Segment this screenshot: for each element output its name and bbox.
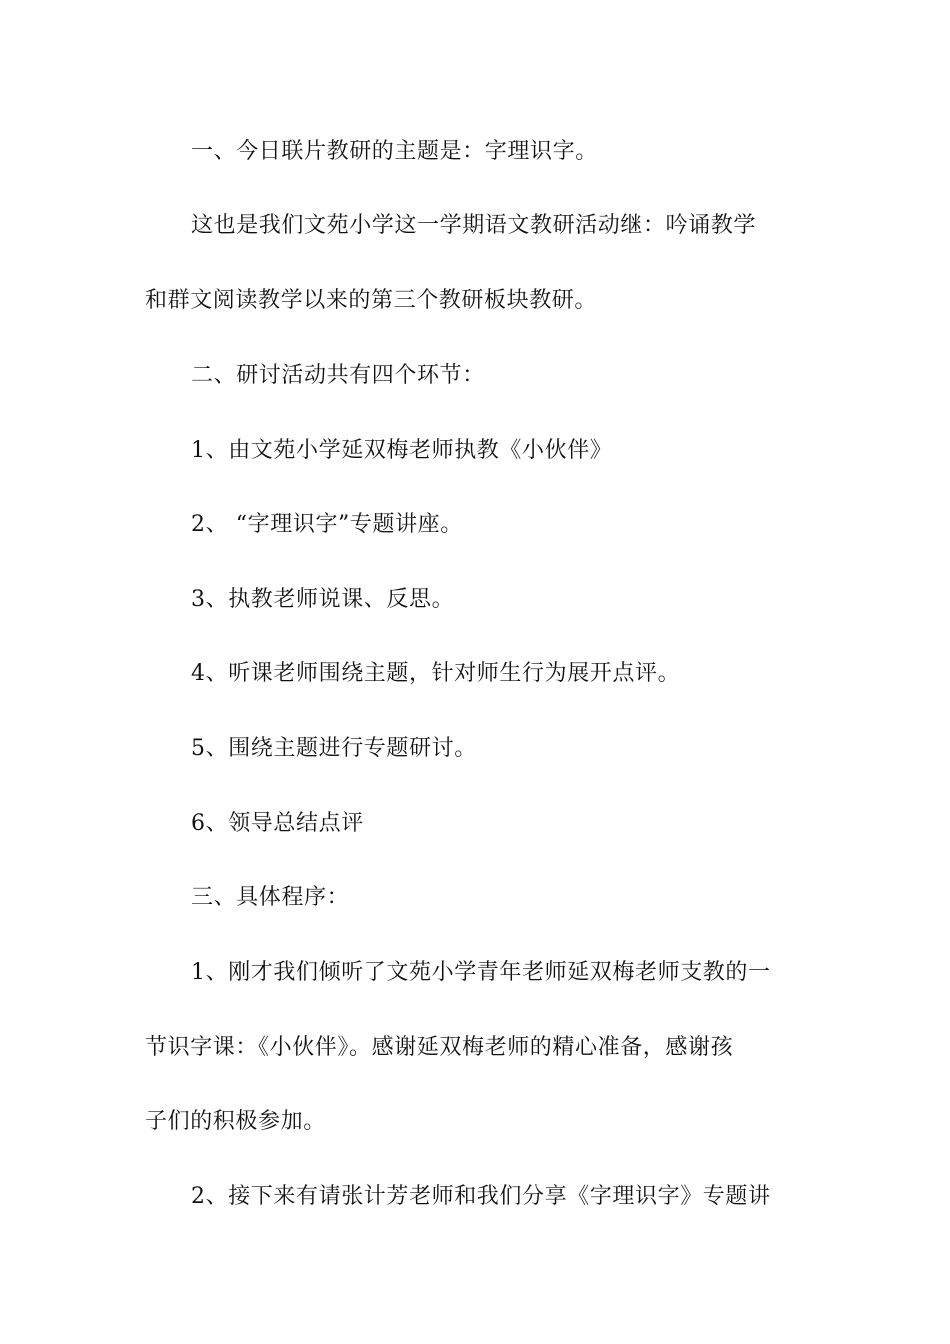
paragraph-line: 和群文阅读教学以来的第三个教研板块教研。	[145, 288, 598, 313]
paragraph-line: 2、 “字理识字”专题讲座。	[191, 512, 463, 537]
paragraph-line: 6、领导总结点评	[191, 811, 364, 836]
paragraph-line: 一、今日联片教研的主题是：字理识字。	[191, 139, 598, 164]
paragraph-line: 4、听课老师围绕主题，针对师生行为展开点评。	[191, 661, 681, 686]
paragraph-line: 3、执教老师说课、反思。	[191, 587, 455, 612]
paragraph-line: 节识字课：《小伙伴》。感谢延双梅老师的精心准备，感谢孩	[145, 1035, 734, 1060]
paragraph-line: 三、具体程序：	[191, 885, 350, 910]
paragraph-line: 1、刚才我们倾听了文苑小学青年老师延双梅老师支教的一	[191, 960, 771, 985]
paragraph-line: 子们的积极参加。	[145, 1109, 326, 1134]
paragraph-line: 二、研讨活动共有四个环节：	[191, 363, 485, 388]
paragraph-line: 2、接下来有请张计芳老师和我们分享《字理识字》专题讲	[191, 1184, 771, 1209]
paragraph-line: 1、由文苑小学延双梅老师执教《小伙伴》	[191, 438, 613, 463]
paragraph-line: 这也是我们文苑小学这一学期语文教研活动继：吟诵教学	[191, 213, 757, 238]
paragraph-line: 5、围绕主题进行专题研讨。	[191, 736, 477, 761]
